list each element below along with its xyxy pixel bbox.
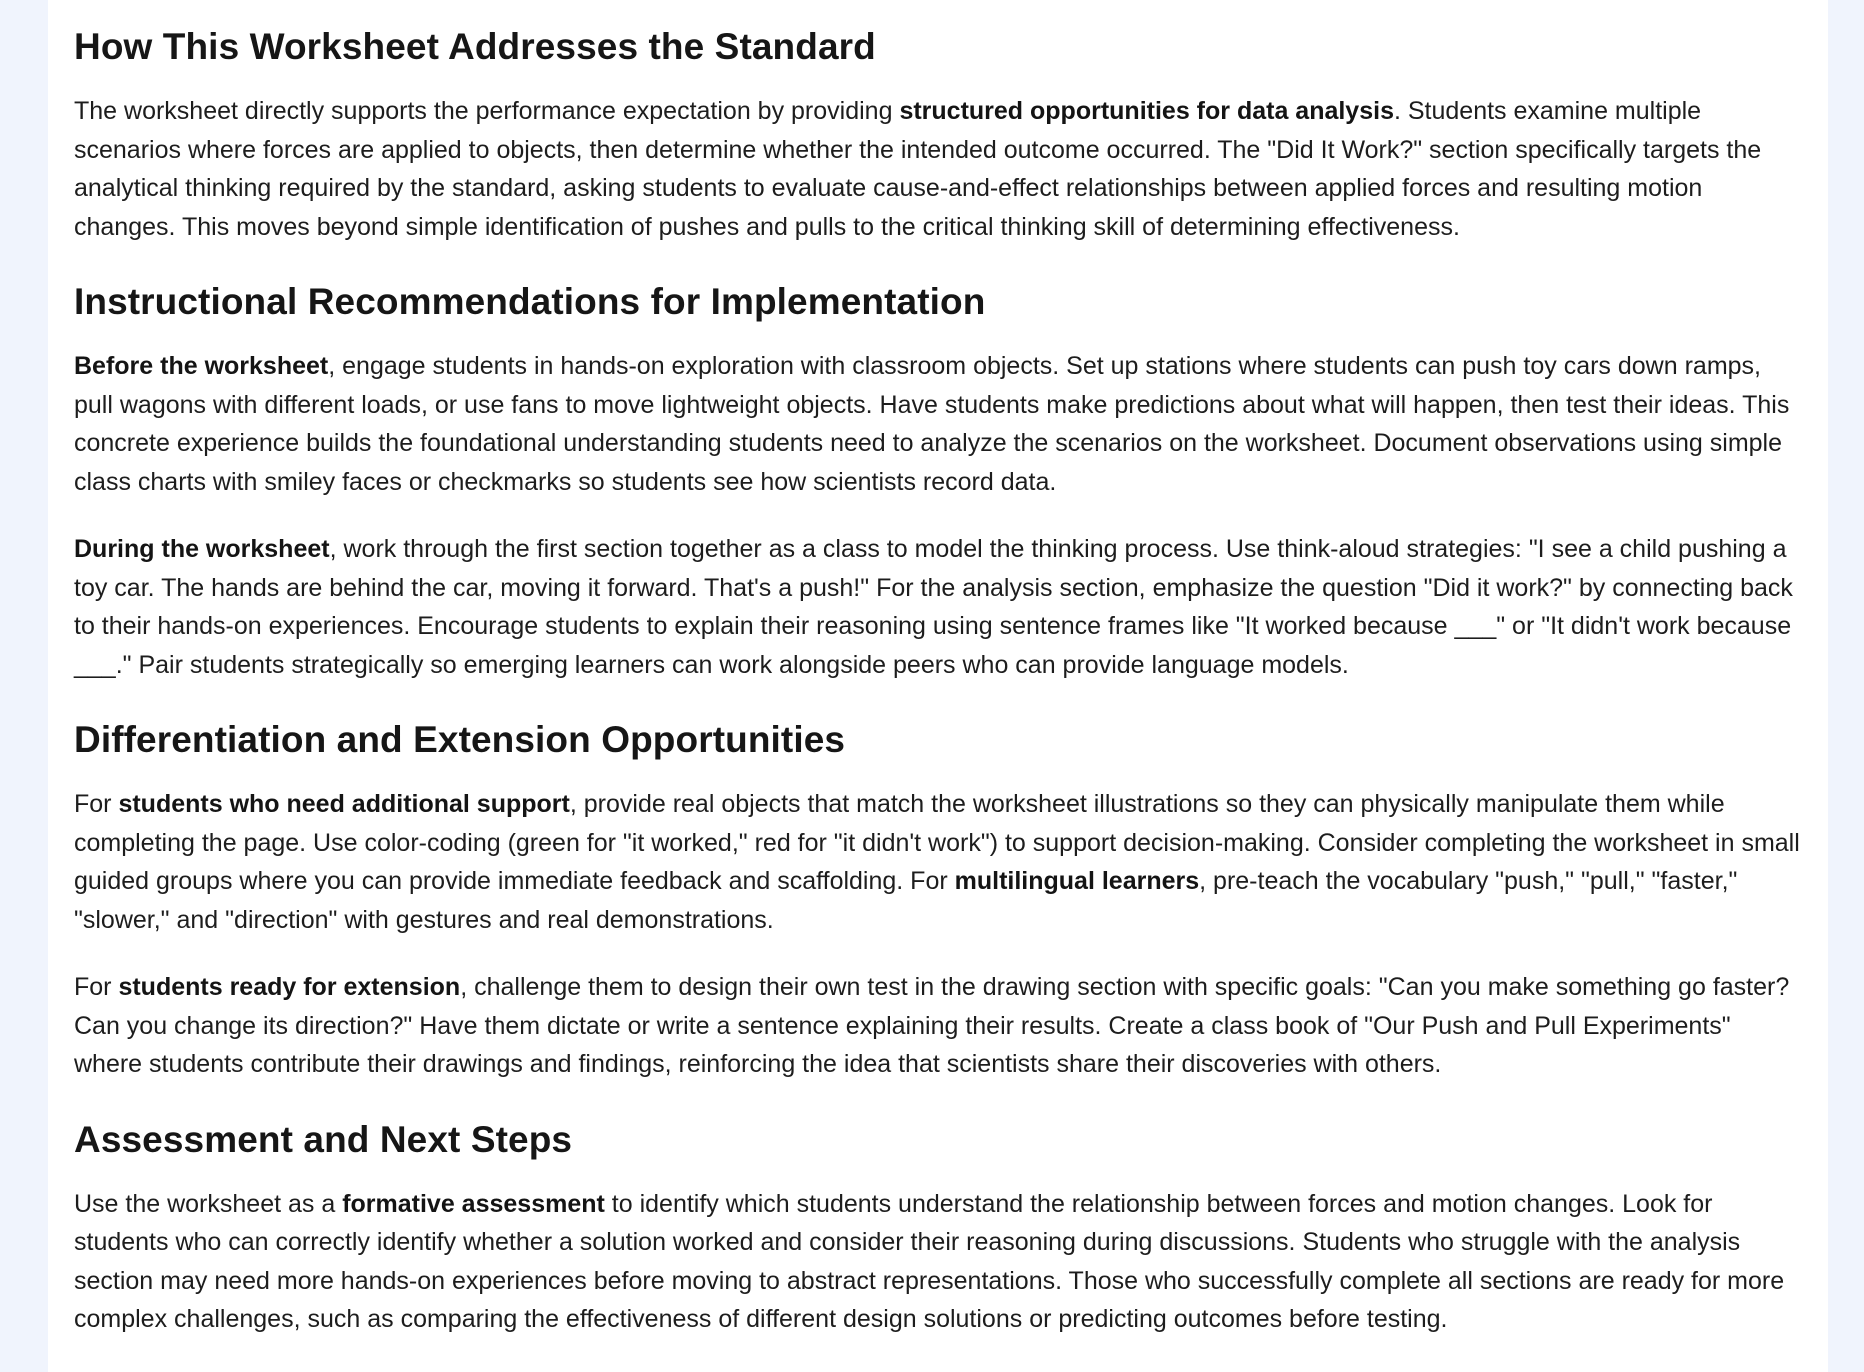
emphasis-text: Before the worksheet — [74, 352, 329, 380]
emphasis-text: During the worksheet — [74, 535, 330, 563]
paragraph — [74, 785, 1802, 939]
section-heading: Instructional Recommendations for Implementation — [74, 281, 986, 322]
section-instructional — [74, 275, 1802, 684]
paragraph-text: , engage students in hands-on exploration with classroom objects. Set up stations where students can push toy cars down ramps, pull wagons with different loads, or use fans to move lightweight objects. Have students make predictions about what will happen, then test their ideas. This concrete experience builds the foundational understanding students need to analyze the scenarios on the worksheet. Document observations using simple class charts with smiley faces or checkmarks so students see how scientists record data. — [74, 352, 1790, 496]
emphasis-text: structured opportunities for data analysis — [899, 97, 1394, 125]
section-heading: How This Worksheet Addresses the Standard — [74, 26, 876, 67]
paragraph-text: For — [74, 790, 119, 818]
paragraph-text: , challenge them to design their own test in the drawing section with specific goals: "Can you make something go faster? Can you change its direction?" Have them dictate or write a sentence explaining their results. Create a class book of "Our Push and Pull Experiments" where students contribute their drawings and findings, reinforcing the idea that scientists share their discoveries with others. — [74, 973, 1790, 1078]
paragraph-text: , work through the first section together as a class to model the thinking process. Use think-aloud strategies: "I see a child pushing a toy car. The hands are behind the car, moving it forward. That's a push!" For the analysis section, emphasize the question "Did it work?" by connecting back to their hands-on experiences. Encourage students to explain their reasoning using sentence frames like "It worked because ___" or "It didn't work because ___." Pair students strategically so emerging learners can work alongside peers who can provide language models. — [74, 535, 1793, 679]
paragraph-text: , pre-teach the vocabulary "push," "pull," "faster," "slower," and "direction" with gestures and real demonstrations. — [74, 867, 1738, 934]
paragraph — [74, 530, 1802, 684]
paragraph-text: Use the worksheet as a — [74, 1189, 343, 1218]
paragraph-text: to identify which students understand the relationship between forces and motion changes. Look for students who can correctly identify whether a solution worked and consider their reasoning during discussions. Students who struggle with the analysis section may need more hands-on experiences before moving to abstract representations. Those who successfully complete all sections are ready for more complex challenges, such as comparing the effectiveness of different design solutions or predicting outcomes before testing. — [74, 1189, 1785, 1333]
document-page — [48, 0, 1828, 1372]
paragraph — [74, 92, 1802, 246]
section-assessment — [74, 1113, 1802, 1339]
emphasis-text: formative assessment — [342, 1189, 605, 1218]
paragraph — [74, 968, 1802, 1084]
paragraph-text: The worksheet directly supports the performance expectation by providing — [74, 97, 900, 125]
emphasis-text: multilingual learners — [954, 867, 1200, 895]
emphasis-text: students ready for extension — [118, 973, 461, 1001]
section-differentiation — [74, 713, 1802, 1084]
paragraph-text: , provide real objects that match the worksheet illustrations so they can physically manipulate them while completing the page. Use color-coding (green for "it worked," red for "it didn't work") to support decision-making. Consider completing the worksheet in small guided groups where you can provide immediate feedback and scaffolding. For — [74, 790, 1800, 895]
emphasis-text: students who need additional support — [118, 790, 570, 818]
paragraph — [74, 347, 1802, 501]
section-standard — [74, 20, 1802, 246]
section-heading: Assessment and Next Steps — [74, 1118, 573, 1160]
paragraph-text: . Students examine multiple scenarios where forces are applied to objects, then determine whether the intended outcome occurred. The "Did It Work?" section specifically targets the analytical thinking required by the standard, asking students to evaluate cause-and-effect relationships between applied forces and resulting motion changes. This moves beyond simple identification of pushes and pulls to the critical thinking skill of determining effectiveness. — [74, 97, 1762, 241]
section-heading: Differentiation and Extension Opportunities — [74, 719, 846, 760]
paragraph-text: For — [74, 973, 119, 1001]
paragraph — [74, 1185, 1802, 1339]
